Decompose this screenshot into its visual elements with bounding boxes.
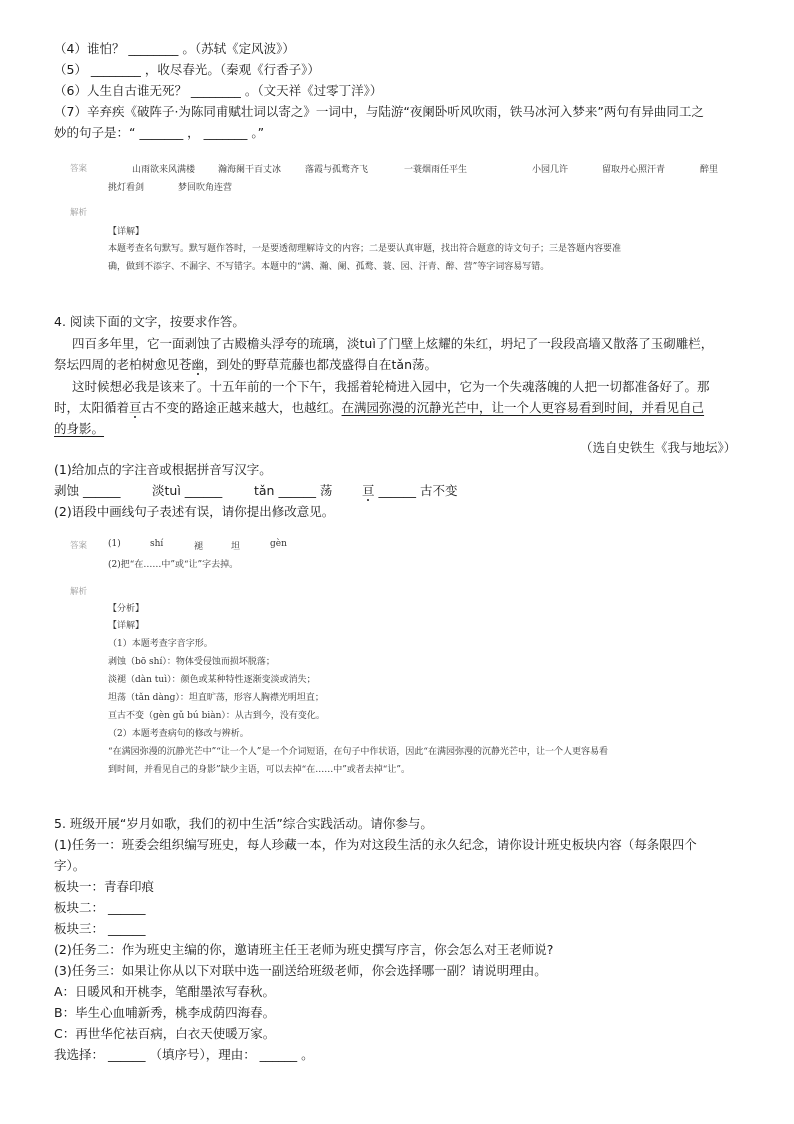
q4-analysis-heading: 【分析】 [108, 604, 145, 614]
q4-fill-2: 淡tuì ______ [152, 483, 223, 498]
q4-para2-line3 [54, 420, 104, 438]
q4-analysis-line-2: 剥蚀（bō shí）：物体受侵蚀而损坏脱落； [108, 657, 275, 667]
q4-analysis-line-5: 亘古不变（gèn gǔ bú biàn）：从古到今，没有变化。 [108, 711, 325, 721]
q4-title: 4. 阅读下面的文字，按要求作答。 [54, 314, 245, 329]
q3-analysis-tag: 解析 [70, 208, 88, 218]
q5-block-3: 板块三： ______ [54, 921, 146, 936]
q4-para1-line2: 祭坛四周的老柏树愈见苍幽，到处的野草荒藤也都茂盛得自在tǎn荡。 [54, 357, 438, 372]
q3-answer-tag: 答案 [70, 164, 88, 174]
q4-para2-line1: 这时候想必我是该来了。十五年前的一个下午，我摇着轮椅进入园中，它为一个失魂落魄的人把一切都准备好了。那 [72, 379, 710, 394]
underlined-sentence: 在满园弥漫的沉静光芒中，让一个人更容易看到时间，并看见自己 [341, 400, 705, 415]
q4-analysis-line-8: 到时间，并看见自己的身影”缺少主语，可以去掉“在……中”或者去掉“让”。 [108, 765, 411, 775]
q4-fill-1: 剥蚀 ______ [54, 483, 121, 498]
q4-fill-4: 亘 ______ 古不变 [362, 483, 458, 498]
q4-analysis-tag: 解析 [70, 587, 88, 597]
q5-choose-line: 我选择： ______ （填序号），理由： ______ 。 [54, 1047, 314, 1062]
q4-analysis-line-6: （2）本题考查病句的修改与辨析。 [108, 729, 249, 739]
q5-title: 5. 班级开展“岁月如歌，我们的初中生活”综合实践活动。请你参与。 [54, 816, 433, 831]
q3-line-6: （6）人生自古谁无死？ ________ 。（文天祥《过零丁洋》） [54, 83, 383, 98]
q4-detail-heading: 【详解】 [108, 621, 145, 631]
q3-detail-line-2: 确，做到不添字、不漏字、不写错字。本题中的“满、瀚、阑、孤鹜、蓑、园、汗青、醉、营”等字词容易写错。 [108, 262, 550, 272]
q4-subquestion-1: (1)给加点的字注音或根据拼音写汉字。 [54, 462, 272, 477]
q3-answer-3: 落霞与孤鹜齐飞 [305, 165, 369, 175]
q4-analysis-line-7: “在满园弥漫的沉静光芒中”“让一个人”是一个介词短语，在句子中作状语，因此“在满园弥漫的沉静光芒中，让一个人更容易看 [108, 747, 609, 757]
q5-option-a: A：日暖风和开桃李，笔酣墨浓写春秋。 [54, 984, 276, 999]
q3-detail-heading: 【详解】 [108, 227, 145, 237]
q3-detail-line-1: 本题考查名句默写。默写题作答时，一是要透彻理解诗文的内容；二是要认真审题，找出符合题意的诗文句子；三是答题内容要准 [108, 244, 622, 254]
q4-para1-line1: 四百多年里，它一面剥蚀了古殿檐头浮夸的琉璃，淡tuì了门壁上炫耀的朱红，坍圮了一段段高墙又散落了玉砌雕栏， [72, 336, 714, 351]
q3-line-5: （5） ________ ，收尽春光。（秦观《行香子》） [54, 62, 320, 77]
q4-answer-num: (1) [108, 539, 121, 549]
q4-fill-3: tǎn ______ 荡 [254, 483, 333, 498]
q5-task1-line1: (1)任务一：班委会组织编写班史，每人珍藏一本，作为对这段生活的永久纪念，请你设计班史板块内容（每条限四个 [54, 837, 697, 852]
q5-option-c: C：再世华佗祛百病，白衣天使暖万家。 [54, 1026, 276, 1041]
q4-answer-b: 褪 [194, 542, 204, 552]
q3-answer-8: 挑灯看剑 [108, 183, 145, 193]
q4-analysis-line-1: （1）本题考查字音字形。 [108, 639, 213, 649]
q4-subquestion-2: (2)语段中画线句子表述有误，请你提出修改意见。 [54, 504, 335, 519]
q4-analysis-line-3: 淡褪（dàn tuì）：颜色或某种特性逐渐变淡或消失； [108, 675, 316, 685]
q3-answer-5: 小园几许 [532, 165, 569, 175]
emphasis-dot-char: 幽 [191, 357, 205, 372]
q4-analysis-line-4: 坦荡（tǎn dàng）：坦直旷荡，形容人胸襟光明坦直； [108, 693, 324, 703]
q4-answer-c: 坦 [231, 542, 241, 552]
underlined-sentence-end: 的身影。 [54, 421, 105, 436]
q5-block-1: 板块一：青春印痕 [54, 879, 155, 894]
q5-task2: (2)任务二：作为班史主编的你，邀请班主任王老师为班史撰写序言，你会怎么对王老师说? [54, 942, 554, 957]
q3-answer-4: 一蓑烟雨任平生 [404, 165, 468, 175]
q4-answer-tag: 答案 [70, 541, 88, 551]
q4-answer-a: shí [150, 539, 164, 549]
q3-answer-2: 瀚海阑干百丈冰 [218, 165, 282, 175]
q3-answer-9: 梦回吹角连营 [178, 183, 233, 193]
q3-answer-6: 留取丹心照汗青 [602, 165, 666, 175]
q3-line-7b: 妙的句子是：“ _______ ， _______ 。” [54, 125, 265, 140]
q5-task3: (3)任务三：如果让你从以下对联中选一副送给班级老师，你会选择哪一副？请说明理由。 [54, 963, 547, 978]
q5-option-b: B：毕生心血哺新秀，桃李成荫四海春。 [54, 1005, 276, 1020]
q3-answer-1: 山雨欲来风满楼 [132, 165, 196, 175]
q4-answer-2: (2)把“在……中”或“让”字去掉。 [108, 560, 239, 570]
q3-answer-7: 醉里 [700, 165, 719, 175]
q3-line-4: （4）谁怕？ ________ 。（苏轼《定风波》） [54, 41, 295, 56]
emphasis-dot-char: 亘 [129, 400, 142, 415]
q5-task1-line2: 字）。 [54, 858, 86, 873]
q3-line-7a: （7）辛弃疾《破阵子·为陈同甫赋壮词以寄之》一词中，与陆游“夜阑卧听风吹雨，铁马冰河入梦来”两句有异曲同工之 [54, 104, 704, 119]
q4-answer-d: gèn [270, 539, 287, 549]
q5-block-2: 板块二： ______ [54, 900, 146, 915]
q4-source: （选自史铁生《我与地坛》） [580, 440, 737, 455]
emphasis-dot-char: 亘 [362, 483, 375, 498]
q4-para2-line2: 时，太阳循着亘古不变的路途正越来越大，也越红。在满园弥漫的沉静光芒中，让一个人更容易看到时间，并看见自己 [54, 400, 705, 415]
